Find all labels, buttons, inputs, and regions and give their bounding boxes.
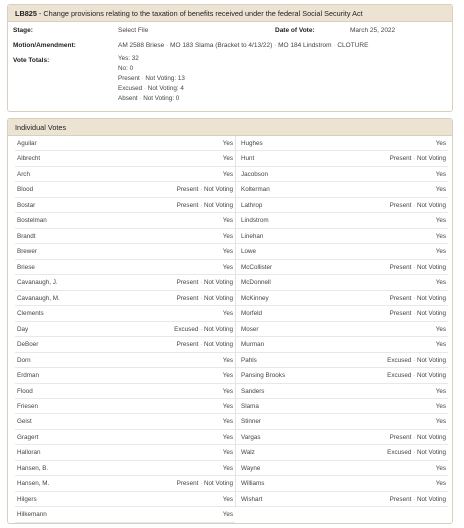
legislator-name: Albrecht [17,155,41,163]
bill-dash: - [36,9,44,18]
vote-value: Yes [222,217,233,225]
vote-value: Yes [222,356,233,364]
separator: · [200,279,203,287]
vote-value: Yes [222,310,233,318]
vote-value: Yes [222,464,233,472]
separator: · [413,433,416,441]
vote-row [15,414,235,429]
vote-value: Yes [222,511,233,519]
vote-value: Present · Not Voting [176,201,233,209]
vote-value: Yes [435,325,446,333]
separator: · [200,201,203,209]
total-no: No: 0 [118,65,134,72]
vote-value: Yes [222,433,233,441]
separator: · [274,42,277,49]
vote-value: Yes [435,186,446,194]
legislator-name: Erdman [17,372,40,380]
vote-row [236,275,448,290]
legislator-name: Wayne [241,464,261,472]
separator: · [413,449,416,457]
individual-votes-title: Individual Votes [15,123,67,132]
vote-row [15,507,235,522]
vote-value: Yes [435,418,446,426]
legislator-name: Vargas [241,433,261,441]
votes-column-right [235,136,448,507]
not-voting-label: Not Voting [416,372,446,380]
separator: · [200,294,203,302]
vote-value: Present · Not Voting [176,480,233,488]
vote-row [15,244,235,259]
legislator-name: Clements [17,310,44,318]
legislator-name: Wishart [241,495,263,503]
not-voting-label: Not Voting [416,294,446,302]
separator: · [200,480,203,488]
total-present: Present · Not Voting: 13 [118,75,185,82]
legislator-name: Linehan [241,232,264,240]
motion-item: MO 183 Slama (Bracket to 4/13/22) [170,42,273,49]
vote-row [15,368,235,383]
legislator-name: DeBoer [17,341,39,349]
not-voting-label: Not Voting [416,433,446,441]
legislator-name: Flood [17,387,33,395]
vote-value: Yes [435,232,446,240]
total-yes: Yes: 32 [118,55,139,62]
motion-label: Motion/Amendment: [13,42,76,49]
separator: · [200,325,203,333]
vote-value: Yes [222,449,233,457]
vote-row [15,182,235,197]
legislator-name: Hansen, B. [17,464,49,472]
separator: · [200,341,203,349]
legislator-name: Cavanaugh, M. [17,294,60,302]
legislator-name: Pansing Brooks [241,372,286,380]
legislator-name: Slama [241,402,259,410]
legislator-name: McKinney [241,294,269,302]
vote-value: Present · Not Voting [176,294,233,302]
not-voting-label: Not Voting [203,201,233,209]
vote-value: Yes [222,372,233,380]
legislator-name: Friesen [17,402,38,410]
vote-row [15,461,235,476]
vote-row [236,291,448,306]
vote-value: Present · Not Voting [389,433,446,441]
vote-row [15,167,235,182]
legislator-name: Williams [241,480,265,488]
legislator-name: McCollister [241,263,273,271]
vote-row [15,275,235,290]
vote-row [236,353,448,368]
not-voting-label: Not Voting [416,263,446,271]
vote-row [236,492,448,507]
vote-value: Present · Not Voting [176,186,233,194]
vote-value: Excused · Not Voting [387,356,446,364]
not-voting-label: Not Voting [416,495,446,503]
individual-votes-header [8,119,452,136]
vote-row [236,445,448,460]
vote-row [15,306,235,321]
vote-row [15,322,235,337]
not-voting-label: Not Voting [203,294,233,302]
legislator-name: Morfeld [241,310,262,318]
legislator-name: Brewer [17,248,37,256]
vote-summary-card [7,4,453,112]
vote-value: Yes [222,232,233,240]
legislator-name: Stinner [241,418,261,426]
vote-row [15,291,235,306]
not-voting-label: Not Voting [416,356,446,364]
vote-row [15,353,235,368]
motion-item: AM 2588 Briese [118,42,165,49]
legislator-name: Lowe [241,248,257,256]
vote-value: Yes [435,217,446,225]
date-value: March 25, 2022 [350,27,396,34]
vote-value: Present · Not Voting [389,263,446,271]
legislator-name: Brandt [17,232,36,240]
legislator-name: Moser [241,325,259,333]
not-voting-label: Not Voting [416,155,446,163]
stage-label: Stage: [13,27,33,34]
totals-label: Vote Totals: [13,57,50,64]
separator: · [166,42,169,49]
vote-row [236,430,448,445]
legislator-name: Hilkemann [17,511,47,519]
vote-row [236,213,448,228]
vote-value: Present · Not Voting [389,201,446,209]
not-voting-label: Not Voting [203,325,233,333]
not-voting-label: Not Voting [416,449,446,457]
separator: · [413,372,416,380]
vote-row [236,322,448,337]
legislator-name: Hilgers [17,495,37,503]
legislator-name: Hughes [241,140,263,147]
separator: · [333,42,336,49]
vote-row [15,492,235,507]
legislator-name: Sanders [241,387,265,395]
vote-value: Yes [435,341,446,349]
vote-row [15,445,235,460]
not-voting-label: Not Voting [416,310,446,318]
vote-value: Present · Not Voting [176,341,233,349]
vote-value: Yes [222,402,233,410]
bill-header [8,5,452,22]
vote-row [15,399,235,414]
vote-row [236,198,448,213]
legislator-name: Cavanaugh, J. [17,279,58,287]
votes-column-left [15,136,235,523]
legislator-name: Walz [241,449,255,457]
legislator-name: Kolterman [241,186,270,194]
total-absent: Absent · Not Voting: 0 [118,95,180,102]
vote-value: Yes [435,170,446,178]
vote-row [236,244,448,259]
motion-item: CLOTURE [337,42,369,49]
separator: · [413,201,416,209]
vote-row [236,337,448,352]
vote-value: Excused · Not Voting [174,325,233,333]
vote-row [236,461,448,476]
vote-row [236,167,448,182]
vote-row [15,430,235,445]
not-voting-label: Not Voting [203,186,233,194]
stage-value: Select File [118,27,149,34]
legislator-name: Blood [17,186,34,194]
vote-row [15,151,235,166]
legislator-name: Jacobson [241,170,268,178]
vote-value: Yes [435,387,446,395]
not-voting-label: Not Voting [203,279,233,287]
motion-item: MO 184 Lindstrom [278,42,332,49]
vote-row [15,260,235,275]
vote-row [236,260,448,275]
vote-value: Yes [435,279,446,287]
bill-title: Change provisions relating to the taxation of benefits received under the federal Social Security Act [43,9,363,18]
vote-value: Yes [222,495,233,503]
vote-row [15,198,235,213]
vote-row [15,136,235,151]
not-voting-label: Not Voting [416,201,446,209]
vote-row [236,399,448,414]
separator: · [200,186,203,194]
legislator-name: Arch [17,170,30,178]
vote-value: Yes [435,402,446,410]
vote-row [236,306,448,321]
vote-value: Present · Not Voting [389,310,446,318]
vote-row [15,229,235,244]
vote-value: Present · Not Voting [176,279,233,287]
vote-row [15,384,235,399]
motion-list [118,42,368,49]
legislator-name: Hunt [241,155,255,163]
vote-row [236,476,448,491]
vote-value: Yes [435,480,446,488]
legislator-name: Day [17,325,29,333]
vote-value: Excused · Not Voting [387,449,446,457]
legislator-name: Bostelman [17,217,47,225]
vote-row [236,384,448,399]
legislator-name: Gragert [17,433,39,441]
vote-value: Yes [222,387,233,395]
legislator-name: Aguilar [17,140,37,147]
legislator-name: McDonnell [241,279,271,287]
vote-value: Present · Not Voting [389,155,446,163]
separator: · [413,263,416,271]
vote-value: Yes [435,464,446,472]
vote-row [236,368,448,383]
vote-value: Yes [222,263,233,271]
vote-row [15,337,235,352]
legislator-name: Halloran [17,449,41,457]
date-label: Date of Vote: [275,27,315,34]
bill-id: LB825 [15,9,37,18]
vote-value: Present · Not Voting [389,294,446,302]
vote-value: Yes [222,170,233,178]
vote-row [236,151,448,166]
separator: · [413,294,416,302]
legislator-name: Lindstrom [241,217,269,225]
vote-value: Yes [222,248,233,256]
vote-value: Excused · Not Voting [387,372,446,380]
legislator-name: Hansen, M. [17,480,50,488]
vote-value: Yes [435,140,446,147]
vote-row [236,229,448,244]
vote-value: Present · Not Voting [389,495,446,503]
vote-row [15,476,235,491]
legislator-name: Pahls [241,356,257,364]
separator: · [413,310,416,318]
individual-votes-card [7,118,453,524]
vote-value: Yes [222,140,233,147]
legislator-name: Briese [17,263,35,271]
total-excused: Excused · Not Voting: 4 [118,85,184,92]
separator: · [413,155,416,163]
not-voting-label: Not Voting [203,341,233,349]
vote-row [236,182,448,197]
vote-row [236,136,448,151]
separator: · [413,495,416,503]
vote-value: Yes [222,418,233,426]
vote-row [15,213,235,228]
separator: · [413,356,416,364]
vote-value: Yes [222,155,233,163]
legislator-name: Lathrop [241,201,263,209]
vote-value: Yes [435,248,446,256]
legislator-name: Murman [241,341,265,349]
legislator-name: Geist [17,418,32,426]
not-voting-label: Not Voting [203,480,233,488]
legislator-name: Dorn [17,356,31,364]
legislator-name: Bostar [17,201,36,209]
vote-row [236,414,448,429]
